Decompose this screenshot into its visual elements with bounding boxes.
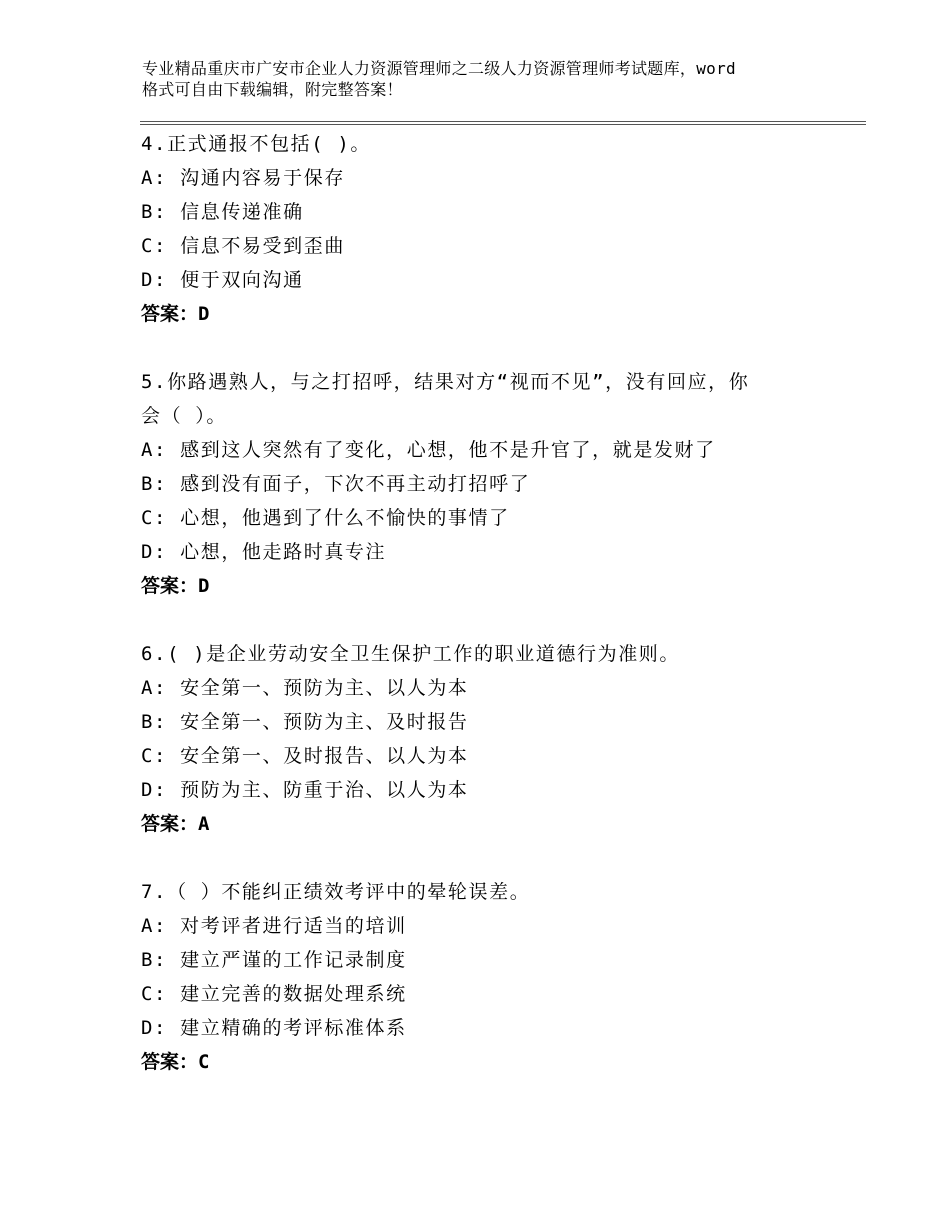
question-7 xyxy=(141,875,831,1079)
question-stem-line: 7.（ ）不能纠正绩效考评中的晕轮误差。 xyxy=(141,881,531,903)
answer-line xyxy=(141,569,831,603)
option-a: A: 沟通内容易于保存 xyxy=(141,167,345,189)
option-b: B: 建立严谨的工作记录制度 xyxy=(141,949,407,971)
question-stem-line: 4.正式通报不包括( )。 xyxy=(141,133,371,155)
option-d: D: 建立精确的考评标准体系 xyxy=(141,1017,407,1039)
header-title-line-1: 专业精品重庆市广安市企业人力资源管理师之二级人力资源管理师考试题库，word xyxy=(142,59,736,78)
option-d: D: 心想，他走路时真专注 xyxy=(141,541,387,563)
question-4 xyxy=(141,127,831,331)
option-b: B: 安全第一、预防为主、及时报告 xyxy=(141,711,469,733)
option-a: A: 对考评者进行适当的培训 xyxy=(141,915,407,937)
answer-line xyxy=(141,1045,831,1079)
option-c: C: 安全第一、及时报告、以人为本 xyxy=(141,745,469,767)
option-b: B: 信息传递准确 xyxy=(141,201,304,223)
answer-value: A xyxy=(198,813,210,835)
answer-line xyxy=(141,297,831,331)
question-stem xyxy=(141,875,831,909)
answer-value: D xyxy=(198,303,210,325)
question-stem xyxy=(141,365,831,433)
answer-label: 答案： xyxy=(141,813,199,835)
question-stem-line: 5.你路遇熟人，与之打招呼，结果对方“视而不见”，没有回应，你 xyxy=(141,371,750,393)
question-list xyxy=(141,127,831,1079)
option-a: A: 安全第一、预防为主、以人为本 xyxy=(141,677,469,699)
option-c: C: 建立完善的数据处理系统 xyxy=(141,983,407,1005)
question-stem-line: 6.( )是企业劳动安全卫生保护工作的职业道德行为准则。 xyxy=(141,643,680,665)
answer-label: 答案： xyxy=(141,1051,199,1073)
option-d: D: 预防为主、防重于治、以人为本 xyxy=(141,779,469,801)
answer-label: 答案： xyxy=(141,575,199,597)
answer-value: C xyxy=(198,1051,210,1073)
question-5 xyxy=(141,365,831,603)
option-b: B: 感到没有面子，下次不再主动打招呼了 xyxy=(141,473,531,495)
question-stem-line: 会（ ）。 xyxy=(141,405,227,427)
option-a: A: 感到这人突然有了变化，心想，他不是升官了，就是发财了 xyxy=(141,439,716,461)
option-d: D: 便于双向沟通 xyxy=(141,269,304,291)
question-stem xyxy=(141,127,831,161)
option-c: C: 心想，他遇到了什么不愉快的事情了 xyxy=(141,507,510,529)
answer-line xyxy=(141,807,831,841)
answer-label: 答案： xyxy=(141,303,199,325)
header-divider-top xyxy=(140,121,866,122)
question-stem xyxy=(141,637,831,671)
question-6 xyxy=(141,637,831,841)
header-divider-bottom xyxy=(140,124,866,125)
option-c: C: 信息不易受到歪曲 xyxy=(141,235,345,257)
answer-value: D xyxy=(198,575,210,597)
header-title-line-2: 格式可自由下载编辑，附完整答案！ xyxy=(142,80,403,99)
document-header xyxy=(142,58,832,100)
